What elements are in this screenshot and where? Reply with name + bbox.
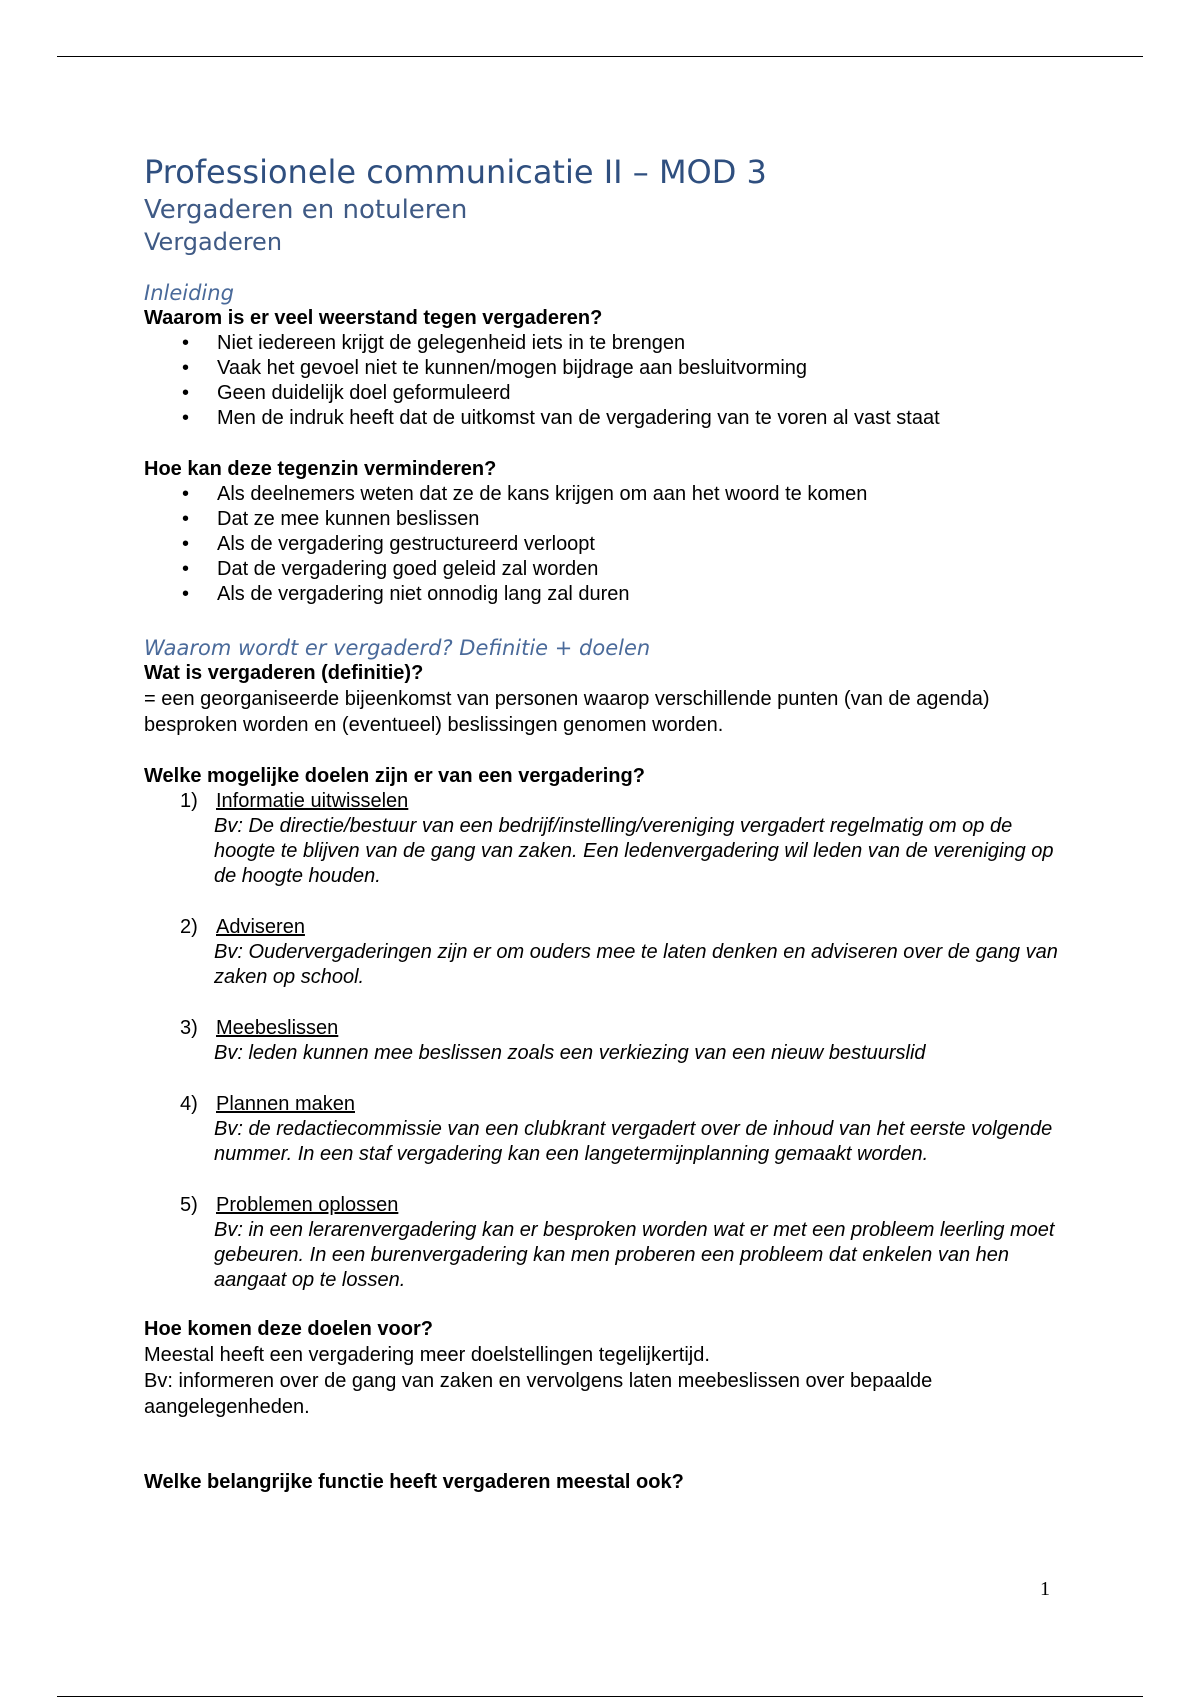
goal-example: Bv: de redactiecommissie van een clubkrant vergadert over de inhoud van het eerste volgende nummer. In een staf vergadering kan een langetermijnplanning gemaakt worden. [214, 1118, 1053, 1165]
bullet-icon: • [182, 483, 190, 505]
definition-answer: = een georganiseerde bijeenkomst van personen waarop verschillende punten (van de agenda) besproken worden en (eventueel) beslissingen genomen worden. [144, 688, 990, 736]
list-item: • Vaak het gevoel niet te kunnen/mogen bijdrage aan besluitvorming [182, 357, 808, 379]
goals-question: Welke mogelijke doelen zijn er van een vergadering? [144, 765, 645, 787]
occurrence-question: Hoe komen deze doelen voor? [144, 1318, 433, 1340]
bullet-icon: • [182, 332, 190, 354]
list-item: • Als de vergadering gestructureerd verloopt [182, 533, 595, 555]
goal-title: Informatie uitwisselen [216, 790, 409, 812]
function-question: Welke belangrijke functie heeft vergaderen meestal ook? [144, 1471, 684, 1493]
list-item [144, 1193, 1074, 1293]
bullet-icon: • [182, 382, 190, 404]
goal-example: Bv: leden kunnen mee beslissen zoals een verkiezing van een nieuw bestuurslid [214, 1042, 926, 1064]
list-item: • Dat de vergadering goed geleid zal worden [182, 558, 599, 580]
item-number: 1) [180, 790, 198, 812]
goal-title: Problemen oplossen [216, 1194, 399, 1216]
item-number: 4) [180, 1093, 198, 1115]
page-content [144, 150, 1074, 1495]
page-number: 1 [1040, 1578, 1050, 1600]
list-item: • Men de indruk heeft dat de uitkomst van de vergadering van te voren al vast staat [182, 407, 940, 429]
bullet-icon: • [182, 407, 190, 429]
list-item: • Dat ze mee kunnen beslissen [182, 508, 480, 530]
goal-example: Bv: Oudervergaderingen zijn er om ouders mee te laten denken en adviseren over de gang van zaken op school. [214, 941, 1058, 988]
list-item: • Als deelnemers weten dat ze de kans krijgen om aan het woord te komen [182, 483, 868, 505]
occurrence-line-1: Meestal heeft een vergadering meer doelstellingen tegelijkertijd. [144, 1344, 710, 1366]
goal-example: Bv: in een lerarenvergadering kan er besproken worden wat er met een probleem leerling moet gebeuren. In een burenvergadering kan men proberen een probleem dat enkelen van hen aangaat op te lossen. [214, 1219, 1055, 1291]
list-item [144, 1092, 1074, 1167]
list-item [144, 915, 1074, 990]
page-subtitle: Vergaderen en notuleren [144, 195, 468, 225]
item-number: 3) [180, 1017, 198, 1039]
header-rule [57, 56, 1143, 57]
bullet-icon: • [182, 357, 190, 379]
list-item: • Als de vergadering niet onnodig lang zal duren [182, 583, 630, 605]
item-number: 5) [180, 1194, 198, 1216]
goal-title: Meebeslissen [216, 1017, 339, 1039]
goal-title: Adviseren [216, 916, 305, 938]
list-item: • Geen duidelijk doel geformuleerd [182, 382, 511, 404]
item-number: 2) [180, 916, 198, 938]
intro-heading: Inleiding [144, 281, 234, 305]
page-title: Professionele communicatie II – MOD 3 [144, 153, 767, 191]
list-item [144, 1016, 1074, 1066]
intro-list-1 [144, 331, 1074, 431]
definition-question: Wat is vergaderen (definitie)? [144, 662, 424, 684]
goal-title: Plannen maken [216, 1093, 355, 1115]
bullet-icon: • [182, 508, 190, 530]
occurrence-line-2: Bv: informeren over de gang van zaken en vervolgens laten meebeslissen over bepaalde aangelegenheden. [144, 1370, 933, 1418]
definition-heading: Waarom wordt er vergaderd? Definitie + doelen [144, 636, 651, 660]
intro-question-1: Waarom is er veel weerstand tegen vergaderen? [144, 307, 603, 329]
intro-question-2: Hoe kan deze tegenzin verminderen? [144, 458, 497, 480]
intro-list-2 [144, 482, 1074, 607]
footer-rule [57, 1696, 1143, 1697]
section-title: Vergaderen [144, 228, 283, 256]
list-item: • Niet iedereen krijgt de gelegenheid iets in te brengen [182, 332, 686, 354]
bullet-icon: • [182, 558, 190, 580]
goals-list [144, 789, 1074, 1293]
list-item [144, 789, 1074, 889]
bullet-icon: • [182, 583, 190, 605]
bullet-icon: • [182, 533, 190, 555]
goal-example: Bv: De directie/bestuur van een bedrijf/instelling/vereniging vergadert regelmatig om op de hoogte te blijven van de gang van zaken. Een ledenvergadering wil leden van de vereniging op de hoogte houden. [214, 815, 1054, 887]
